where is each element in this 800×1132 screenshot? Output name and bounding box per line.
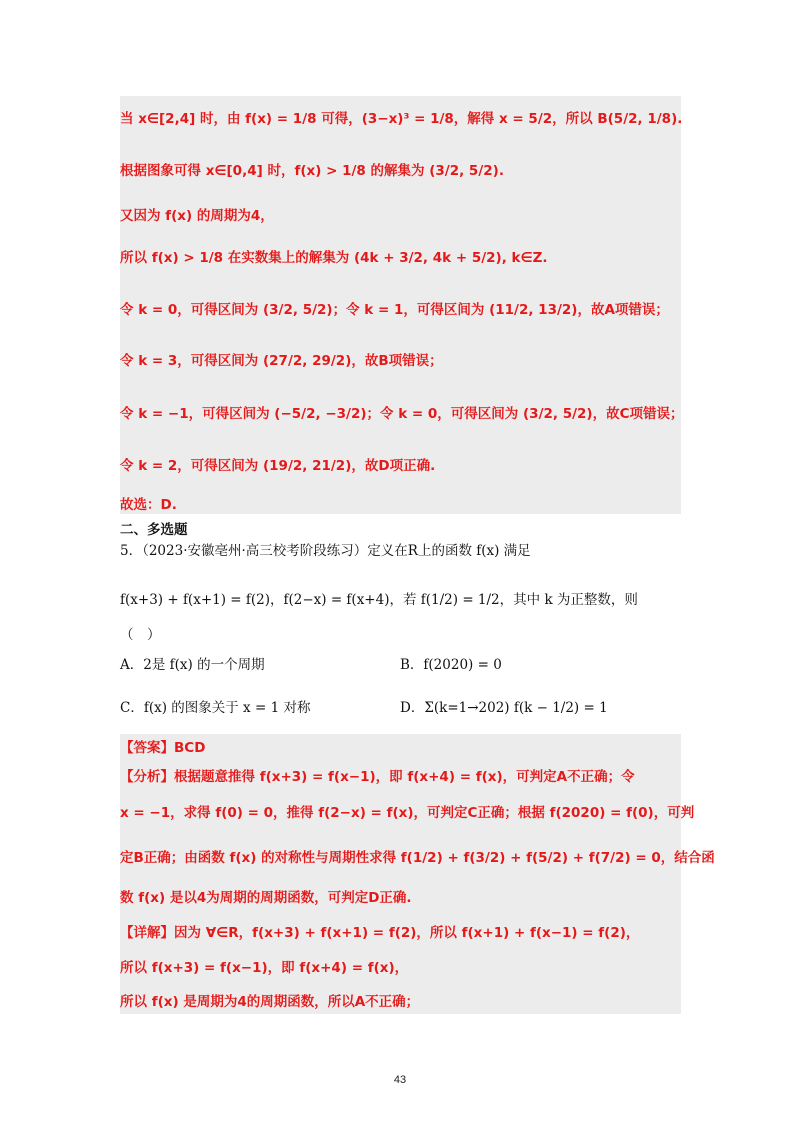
- solution-line: 当 x∈[2,4] 时，由 f(x) = 1/8 可得，(3−x)³ = 1/8，解得 x = 5/2，所以 B(5/2, 1/8).: [120, 111, 683, 127]
- question-stem: 5．（2023·安徽亳州·高三校考阶段练习）定义在R上的函数 f(x) 满足: [120, 543, 531, 559]
- section-heading: 二、多选题: [120, 522, 188, 538]
- analysis-line: 数 f(x) 是以4为周期的周期函数，可判定D正确.: [120, 890, 412, 906]
- detail-line: 所以 f(x) 是周期为4的周期函数，所以A不正确；: [120, 994, 420, 1010]
- analysis-line: 定B正确；由函数 f(x) 的对称性与周期性求得 f(1/2) + f(3/2) + f(5/2) + f(7/2) = 0，结合函: [120, 850, 715, 866]
- detail-line: 【详解】因为 ∀∈R，f(x+3) + f(x+1) = f(2)，所以 f(x+1) + f(x−1) = f(2)，: [120, 925, 640, 941]
- option-a: A．2是 f(x) 的一个周期: [120, 657, 265, 673]
- solution-line: 又因为 f(x) 的周期为4，: [120, 208, 274, 224]
- analysis-line: x = −1，求得 f(0) = 0，推得 f(2−x) = f(x)，可判定C正确；根据 f(2020) = f(0)，可判: [120, 805, 695, 821]
- option-c: C．f(x) 的图象关于 x = 1 对称: [120, 700, 311, 716]
- answer-label: 【答案】BCD: [120, 740, 206, 756]
- question-stem: f(x+3) + f(x+1) = f(2)，f(2−x) = f(x+4)，若 f(1/2) = 1/2，其中 k 为正整数，则: [120, 592, 638, 608]
- page-number: 43: [393, 1074, 407, 1086]
- solution-line: 所以 f(x) > 1/8 在实数集上的解集为 (4k + 3/2, 4k + 5/2), k∈Z.: [120, 250, 548, 266]
- solution-line: 令 k = 0，可得区间为 (3/2, 5/2)；令 k = 1，可得区间为 (11/2, 13/2)，故A项错误；: [120, 302, 669, 318]
- option-b: B．f(2020) = 0: [400, 657, 502, 673]
- solution-line: 令 k = 3，可得区间为 (27/2, 29/2)，故B项错误；: [120, 353, 443, 369]
- option-d: D．Σ(k=1→202) f(k − 1/2) = 1: [400, 700, 608, 716]
- solution-line: 故选：D.: [120, 497, 177, 513]
- question-stem: （ ）: [120, 627, 161, 643]
- solution-line: 令 k = −1，可得区间为 (−5/2, −3/2)；令 k = 0，可得区间为 (3/2, 5/2)，故C项错误；: [120, 406, 684, 422]
- analysis-line: 【分析】根据题意推得 f(x+3) = f(x−1)，即 f(x+4) = f(x)，可判定A不正确；令: [120, 769, 635, 785]
- detail-line: 所以 f(x+3) = f(x−1)，即 f(x+4) = f(x)，: [120, 960, 409, 976]
- solution-line: 根据图象可得 x∈[0,4] 时，f(x) > 1/8 的解集为 (3/2, 5/2).: [120, 163, 504, 179]
- solution-line: 令 k = 2，可得区间为 (19/2, 21/2)，故D项正确.: [120, 458, 436, 474]
